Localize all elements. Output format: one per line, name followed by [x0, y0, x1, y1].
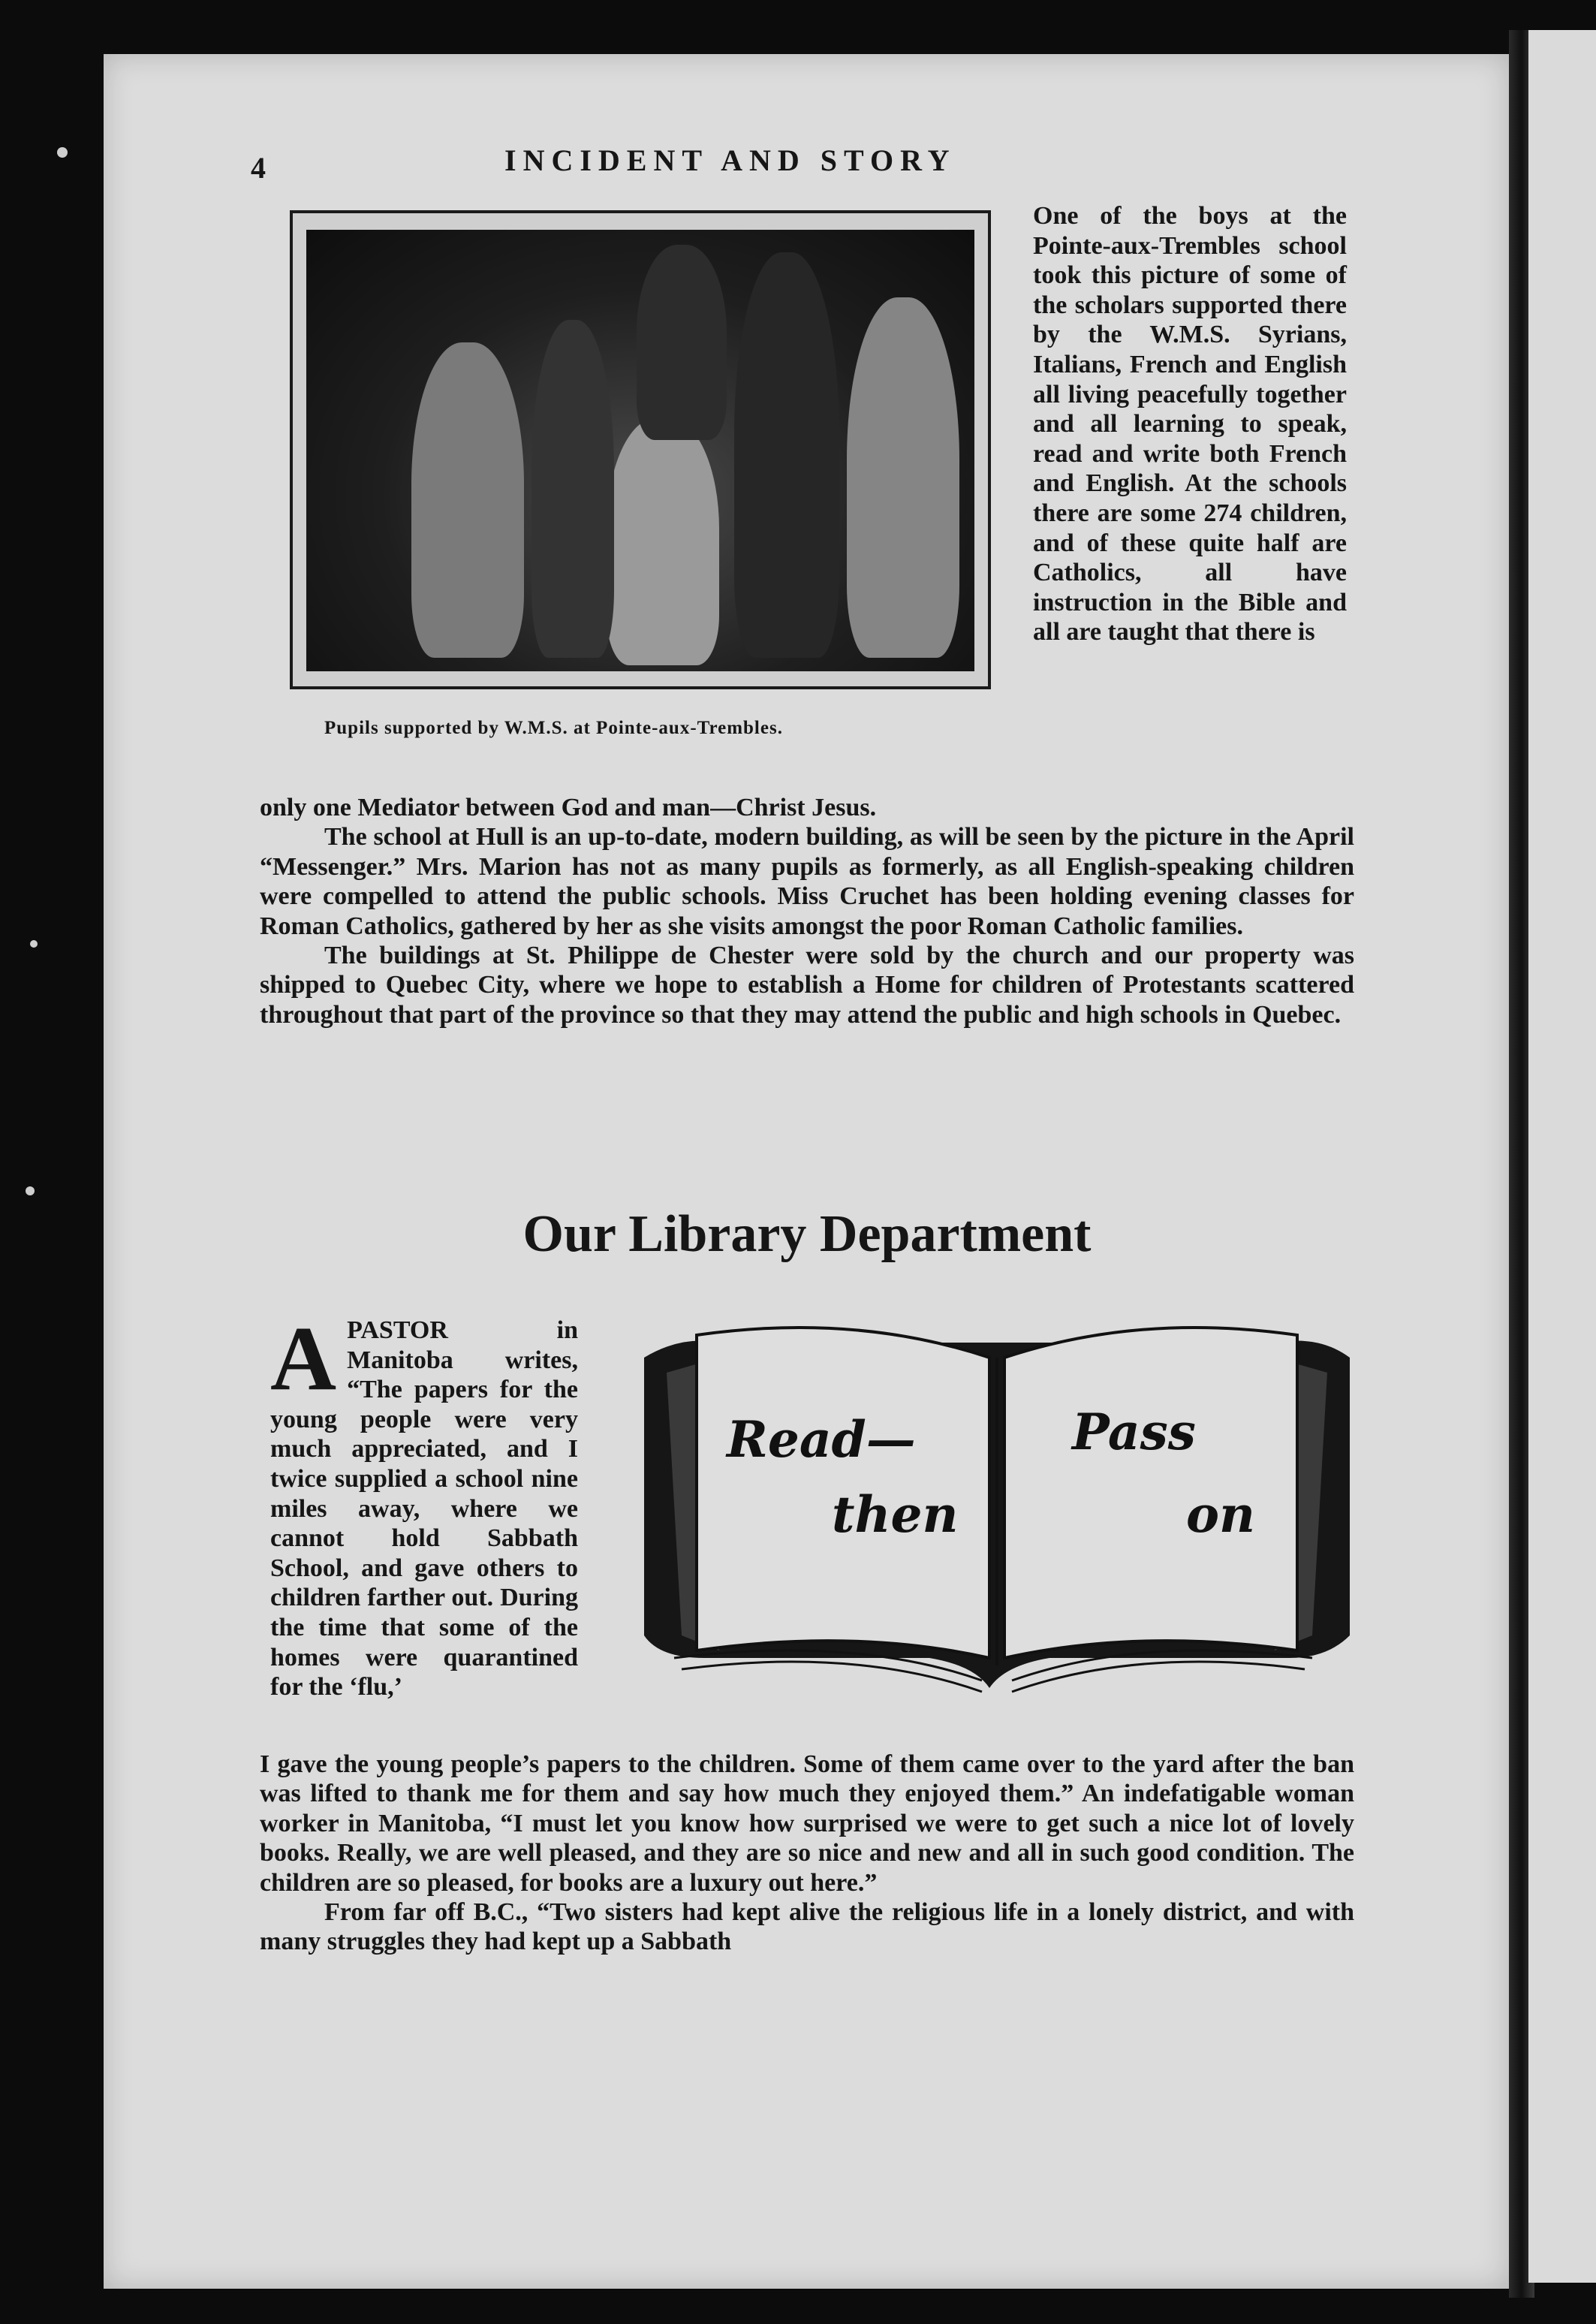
library-intro-text: PASTOR in Manitoba writes, “The papers for the young people were very much appreciated, and I twice supplied a school nine miles away, where we cannot hold Sabbath School, and gave others to children farther out. During the time that some of the homes were quarantined for the ‘flu,’	[270, 1316, 578, 1702]
photo-frame	[290, 210, 991, 689]
library-intro	[270, 1308, 578, 1702]
drop-cap: A	[270, 1308, 337, 1409]
article-continuation: only one Mediator between God and man—Christ Jesus.	[260, 794, 877, 821]
article-paragraph: The school at Hull is an up-to-date, modern building, as will be seen by the picture in the April “Messenger.” Mrs. Marion has not as many pupils as formerly, as all English-speaking children were compelled to attend the public schools. Miss Cruchet has been holding evening classes for Roman Catholics, gathered by her as she visits amongst the poor Roman Catholic families.	[260, 823, 1354, 940]
page-number: 4	[251, 151, 266, 185]
photo-figure	[637, 245, 727, 440]
scan-speck	[30, 940, 38, 948]
photo-figure	[531, 320, 614, 658]
article-paragraph: The buildings at St. Philippe de Chester were sold by the church and our property was shipped to Quebec City, where we hope to establish a Home for children of Protestants scattered throughout that part of the province so that they may attend the public and high schools in Quebec.	[260, 942, 1354, 1029]
group-photo	[306, 230, 974, 671]
article-body	[260, 793, 1354, 1029]
scan-speck	[26, 1186, 35, 1195]
scan-speck	[57, 147, 68, 158]
section-title: Our Library Department	[522, 1205, 1092, 1263]
running-title: INCIDENT AND STORY	[504, 143, 956, 177]
library-continuation: I gave the young people’s papers to the children. Some of them came over to the yard after the ban was lifted to thank me for them and say how much they enjoyed them.” An indefatigable woman worker in Manitoba, “I must let you know how surprised we were to get such a nice lot of lovely books. Really, we are well pleased, and they are so nice and new and all in such good condition. The children are so pleased, for books are a luxury out here.”	[260, 1750, 1354, 1897]
photo-figure	[411, 342, 524, 658]
photo-caption: Pupils supported by W.M.S. at Pointe-aux-Trembles.	[324, 718, 783, 738]
photo-figure	[847, 297, 959, 658]
book-word-on: on	[1186, 1485, 1256, 1544]
photo-figure	[734, 252, 839, 658]
library-final-paragraph: From far off B.C., “Two sisters had kept alive the religious life in a lonely district, and with many struggles they had kept up a Sabbath	[260, 1898, 1354, 1956]
book-word-read: Read—	[727, 1410, 916, 1469]
library-body	[260, 1750, 1354, 1957]
book-word-pass: Pass	[1072, 1403, 1196, 1461]
photo-figure	[607, 417, 719, 665]
adjacent-page-edge	[1528, 30, 1596, 2283]
photo-side-text: One of the boys at the Pointe-aux-Trembles school took this picture of some of the scholars supported there by the W.M.S. Syrians, Italians, French and English all living peacefully together and all learning to speak, read and write both French and English. At the schools there are some 274 children, and of these quite half are Catholics, all have instruction in the Bible and all are taught that there is	[1033, 202, 1347, 647]
book-word-then: then	[832, 1485, 959, 1544]
open-book-illustration	[629, 1305, 1365, 1726]
